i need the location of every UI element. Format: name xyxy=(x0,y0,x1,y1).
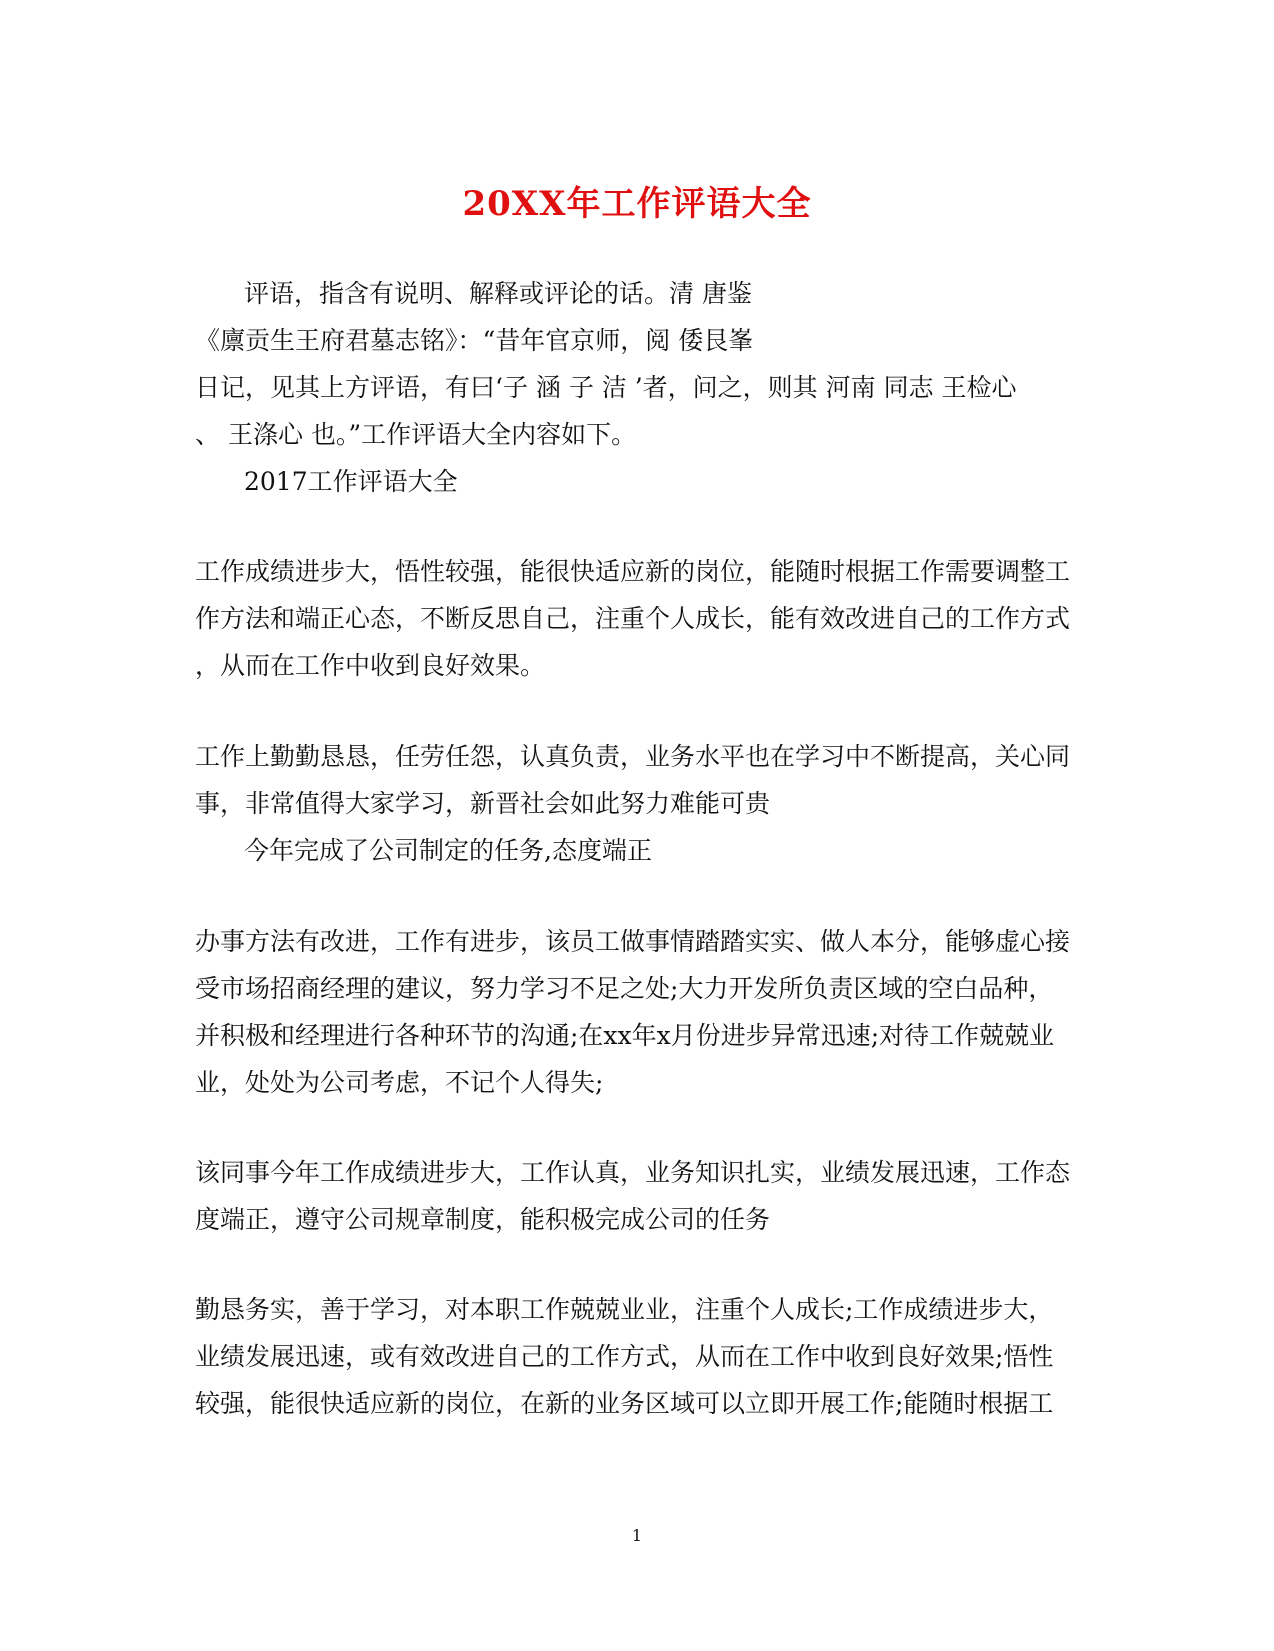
paragraph-line: 该同事今年工作成绩进步大，工作认真，业务知识扎实，业绩发展迅速，工作态 xyxy=(195,1158,1071,1187)
paragraph-line: 作方法和端正心态，不断反思自己，注重个人成长，能有效改进自己的工作方式 xyxy=(195,604,1071,633)
paragraph-line: 今年完成了公司制定的任务,态度端正 xyxy=(244,836,652,865)
page-number: 1 xyxy=(631,1526,643,1545)
intro-line: 《廪贡生王府君墓志铭》：“昔年官京师，阅 倭艮峯 xyxy=(195,326,754,355)
section-heading: 2017工作评语大全 xyxy=(244,467,458,496)
paragraph-line: 工作成绩进步大，悟性较强，能很快适应新的岗位，能随时根据工作需要调整工 xyxy=(195,557,1071,586)
paragraph-line: 并积极和经理进行各种环节的沟通;在xx年x月份进步异常迅速;对待工作兢兢业 xyxy=(195,1021,1055,1050)
paragraph-line: 业绩发展迅速，或有效改进自己的工作方式，从而在工作中收到良好效果;悟性 xyxy=(195,1342,1054,1371)
paragraph-line: 度端正，遵守公司规章制度，能积极完成公司的任务 xyxy=(195,1205,771,1234)
paragraph-line: 事，非常值得大家学习，新晋社会如此努力难能可贵 xyxy=(195,789,771,818)
paragraph-line: 受市场招商经理的建议，努力学习不足之处;大力开发所负责区域的空白品种， xyxy=(195,974,1054,1003)
paragraph-line: 办事方法有改进，工作有进步，该员工做事情踏踏实实、做人本分，能够虚心接 xyxy=(195,927,1071,956)
intro-line: 评语，指含有说明、解释或评论的话。清 唐鉴 xyxy=(244,279,752,308)
intro-line: 、 王涤心 也。”工作评语大全内容如下。 xyxy=(195,420,637,449)
paragraph-line: 工作上勤勤恳恳，任劳任怨，认真负责，业务水平也在学习中不断提高，关心同 xyxy=(195,742,1071,771)
paragraph-line: 业，处处为公司考虑，不记个人得失; xyxy=(195,1068,604,1097)
paragraph-line: 较强，能很快适应新的岗位，在新的业务区域可以立即开展工作;能随时根据工 xyxy=(195,1389,1054,1418)
intro-line: 日记，见其上方评语，有曰‘子 涵 子 洁 ’者，问之，则其 河南 同志 王检心 xyxy=(195,373,1017,402)
document-title: 20XX年工作评语大全 xyxy=(462,184,812,224)
paragraph-line: ，从而在工作中收到良好效果。 xyxy=(195,651,546,680)
paragraph-line: 勤恳务实，善于学习，对本职工作兢兢业业，注重个人成长;工作成绩进步大， xyxy=(195,1295,1054,1324)
